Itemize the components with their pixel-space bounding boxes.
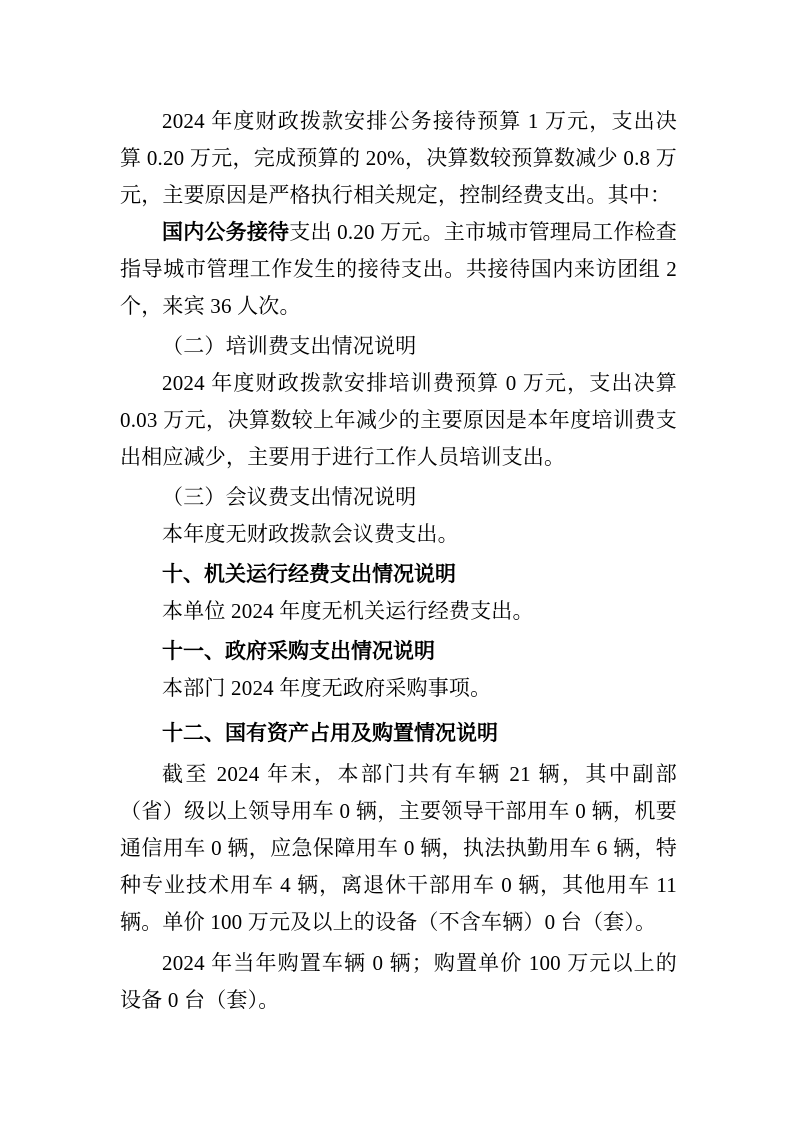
heading-section-10-agency-operating-funds: 十、机关运行经费支出情况说明	[162, 563, 456, 586]
paragraph-domestic-reception	[120, 214, 677, 325]
paragraph-vehicle-holdings-detail: 截至 2024 年末，本部门共有车辆 21 辆，其中副部（省）级以上领导用车 0 辆，主要领导干部用车 0 辆，机要通信用车 0 辆，应急保障用车 0 辆，执法执勤用车 6 辆，特种专业技术用车 4 辆，离退休干部用车 0 辆，其他用车 11 辆。单价 100 万元及以上的设备（不含车辆）0 台（套）。	[120, 762, 677, 934]
paragraph-agency-operating-funds-detail: 本单位 2024 年度无机关运行经费支出。	[162, 599, 534, 623]
heading-section-12-state-owned-assets: 十二、国有资产占用及购置情况说明	[162, 722, 498, 745]
paragraph-training-fee-detail: 2024 年度财政拨款安排培训费预算 0 万元，支出决算 0.03 万元，决算数较上年减少的主要原因是本年度培训费支出相应减少，主要用于进行工作人员培训支出。	[120, 371, 677, 469]
heading-section-11-government-procurement: 十一、政府采购支出情况说明	[162, 640, 435, 663]
paragraph-domestic-reception-lead: 国内公务接待	[162, 220, 290, 244]
subheading-conference-fee: （三）会议费支出情况说明	[162, 485, 417, 509]
subheading-training-fee: （二）培训费支出情况说明	[162, 334, 417, 358]
paragraph-domestic-reception-body: 支出 0.20 万元。主市城市管理局工作检查指导城市管理工作发生的接待支出。共接待国内来访团组 2 个，来宾 36 人次。	[120, 220, 678, 318]
paragraph-official-reception-budget: 2024 年度财政拨款安排公务接待预算 1 万元，支出决算 0.20 万元，完成预算的 20%，决算数较预算数减少 0.8 万元，主要原因是严格执行相关规定，控制经费支出。其中：	[120, 109, 677, 207]
paragraph-current-year-purchases: 2024 年当年购置车辆 0 辆；购置单价 100 万元以上的设备 0 台（套）。	[120, 951, 677, 1012]
paragraph-government-procurement-detail: 本部门 2024 年度无政府采购事项。	[162, 676, 492, 700]
paragraph-conference-fee-detail: 本年度无财政拨款会议费支出。	[162, 522, 459, 546]
